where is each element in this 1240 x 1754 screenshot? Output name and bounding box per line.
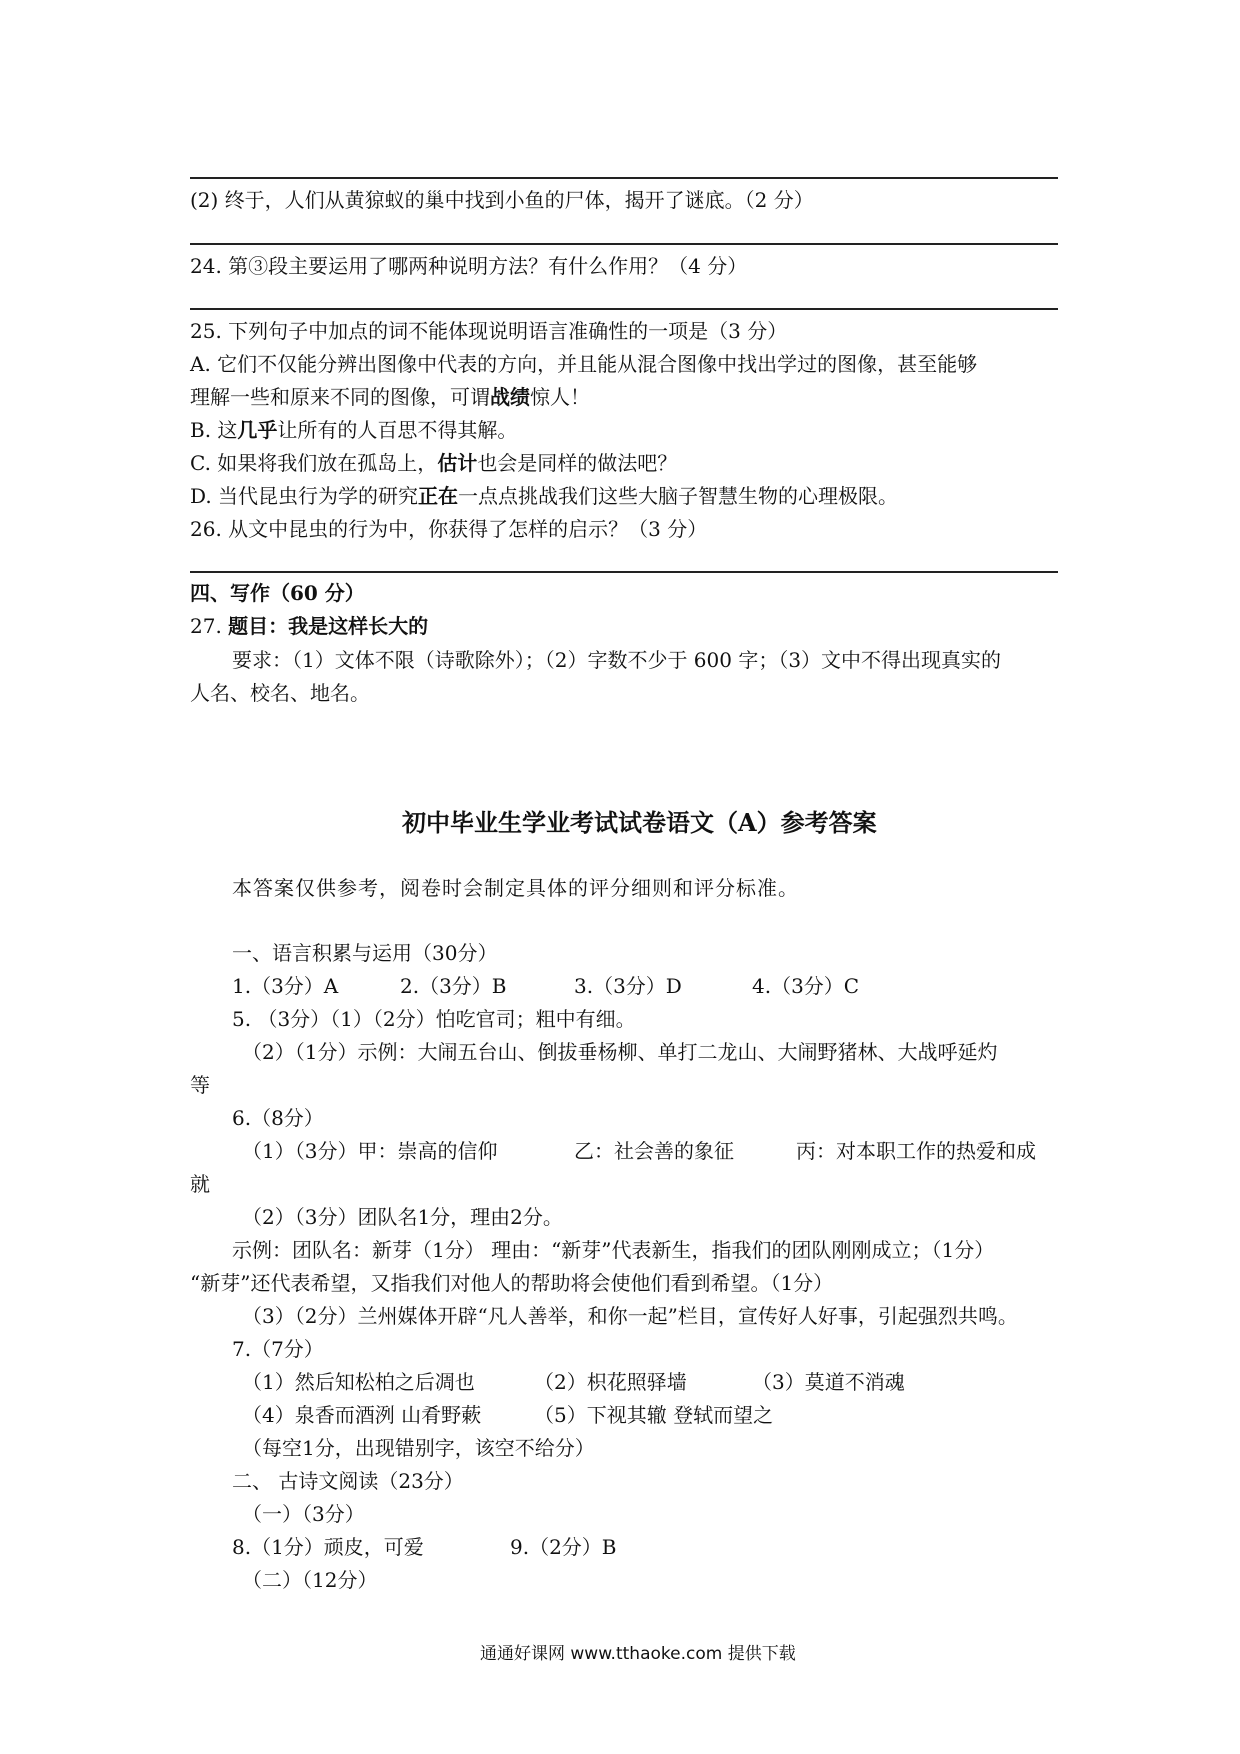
section-writing: 四、写作（60 分）	[190, 581, 365, 605]
question-27: 27. 题目：我是这样长大的	[190, 614, 429, 638]
question-23-2: (2) 终于，人们从黄猄蚁的巢中找到小鱼的尸体，揭开了谜底。（2 分）	[190, 188, 814, 212]
answer-7-5: （5）下视其辙 登轼而望之	[534, 1403, 774, 1427]
answer-key-title: 初中毕业生学业考试试卷语文（A）参考答案	[402, 808, 877, 837]
essay-requirements-1: 要求：（1）文体不限（诗歌除外）；（2）字数不少于 600 字；（3）文中不得出现真实的	[232, 648, 1002, 672]
answer-line	[190, 571, 1058, 573]
answer-7: 7.（7分）	[232, 1337, 324, 1361]
answer-section-2-part-2: （二）（12分）	[242, 1568, 378, 1592]
answer-6-1-bing: 丙：对本职工作的热爱和成	[796, 1139, 1036, 1163]
answer-7-4: （4）泉香而酒洌 山肴野蔌	[242, 1403, 482, 1427]
question-25: 25. 下列句子中加点的词不能体现说明语言准确性的一项是（3 分）	[190, 319, 788, 343]
answer-6-example-1: 示例：团队名：新芽（1分） 理由：“新芽”代表新生，指我们的团队刚刚成立；（1分）	[232, 1238, 995, 1262]
option-a-line-2: 理解一些和原来不同的图像，可谓战绩惊人！	[190, 385, 590, 409]
answer-key-note: 本答案仅供参考，阅卷时会制定具体的评分细则和评分标准。	[232, 876, 799, 900]
answer-6-2: （2）（3分）团队名1分，理由2分。	[242, 1205, 563, 1229]
answer-7-note: （每空1分，出现错别字，该空不给分）	[242, 1436, 595, 1460]
answer-9: 9.（2分）B	[510, 1535, 617, 1559]
answer-6-1-yi: 乙：社会善的象征	[574, 1139, 734, 1163]
answer-6: 6.（8分）	[232, 1106, 324, 1130]
option-c: C. 如果将我们放在孤岛上，估计也会是同样的做法吧？	[190, 451, 678, 475]
answer-line	[190, 308, 1058, 310]
answer-8: 8.（1分）顽皮，可爱	[232, 1535, 424, 1559]
answer-1: 1.（3分）A	[232, 974, 339, 998]
answer-5: 5. （3分）（1）（2分）怕吃官司；粗中有细。	[232, 1007, 636, 1031]
answer-7-3: （3）莫道不消魂	[752, 1370, 905, 1394]
dotted-word: 正在	[418, 484, 459, 508]
answer-3: 3.（3分）D	[574, 974, 682, 998]
essay-title: 题目：我是这样长大的	[228, 614, 429, 638]
answer-5-2-line-1: （2）（1分）示例：大闹五台山、倒拔垂杨柳、单打二龙山、大闹野猪林、大战呼延灼	[242, 1040, 998, 1064]
answer-section-2-part-1: （一）（3分）	[242, 1502, 365, 1526]
answer-4: 4.（3分）C	[752, 974, 860, 998]
answer-6-example-2: “新芽”还代表希望，又指我们对他人的帮助将会使他们看到希望。（1分）	[190, 1271, 834, 1295]
answer-line	[190, 243, 1058, 245]
answer-2: 2.（3分）B	[400, 974, 507, 998]
answer-section-1: 一、语言积累与运用（30分）	[232, 941, 498, 965]
option-d: D. 当代昆虫行为学的研究正在一点点挑战我们这些大脑子智慧生物的心理极限。	[190, 484, 899, 508]
answer-6-1-cont: 就	[190, 1172, 210, 1196]
page-footer: 通通好课网 www.tthaoke.com 提供下载	[480, 1644, 796, 1664]
answer-6-3: （3）（2分）兰州媒体开辟“凡人善举，和你一起”栏目，宣传好人好事，引起强烈共鸣。	[242, 1304, 1018, 1328]
answer-7-1: （1）然后知松柏之后凋也	[242, 1370, 475, 1394]
answer-line	[190, 177, 1058, 179]
question-26: 26. 从文中昆虫的行为中，你获得了怎样的启示？（3 分）	[190, 517, 708, 541]
essay-requirements-2: 人名、校名、地名。	[190, 681, 370, 705]
answer-6-1-jia: （1）（3分）甲：崇高的信仰	[242, 1139, 498, 1163]
answer-5-2-line-2: 等	[190, 1073, 210, 1097]
dotted-word: 战绩	[490, 385, 530, 409]
option-b: B. 这几乎让所有的人百思不得其解。	[190, 418, 518, 442]
answer-7-2: （2）枳花照驿墙	[534, 1370, 687, 1394]
question-24: 24. 第③段主要运用了哪两种说明方法？有什么作用？（4 分）	[190, 254, 748, 278]
answer-section-2: 二、 古诗文阅读（23分）	[232, 1469, 464, 1493]
dotted-word: 估计	[437, 451, 478, 475]
dotted-word: 几乎	[237, 418, 278, 442]
option-a-line-1: A. 它们不仅能分辨出图像中代表的方向，并且能从混合图像中找出学过的图像，甚至能够	[190, 352, 978, 376]
